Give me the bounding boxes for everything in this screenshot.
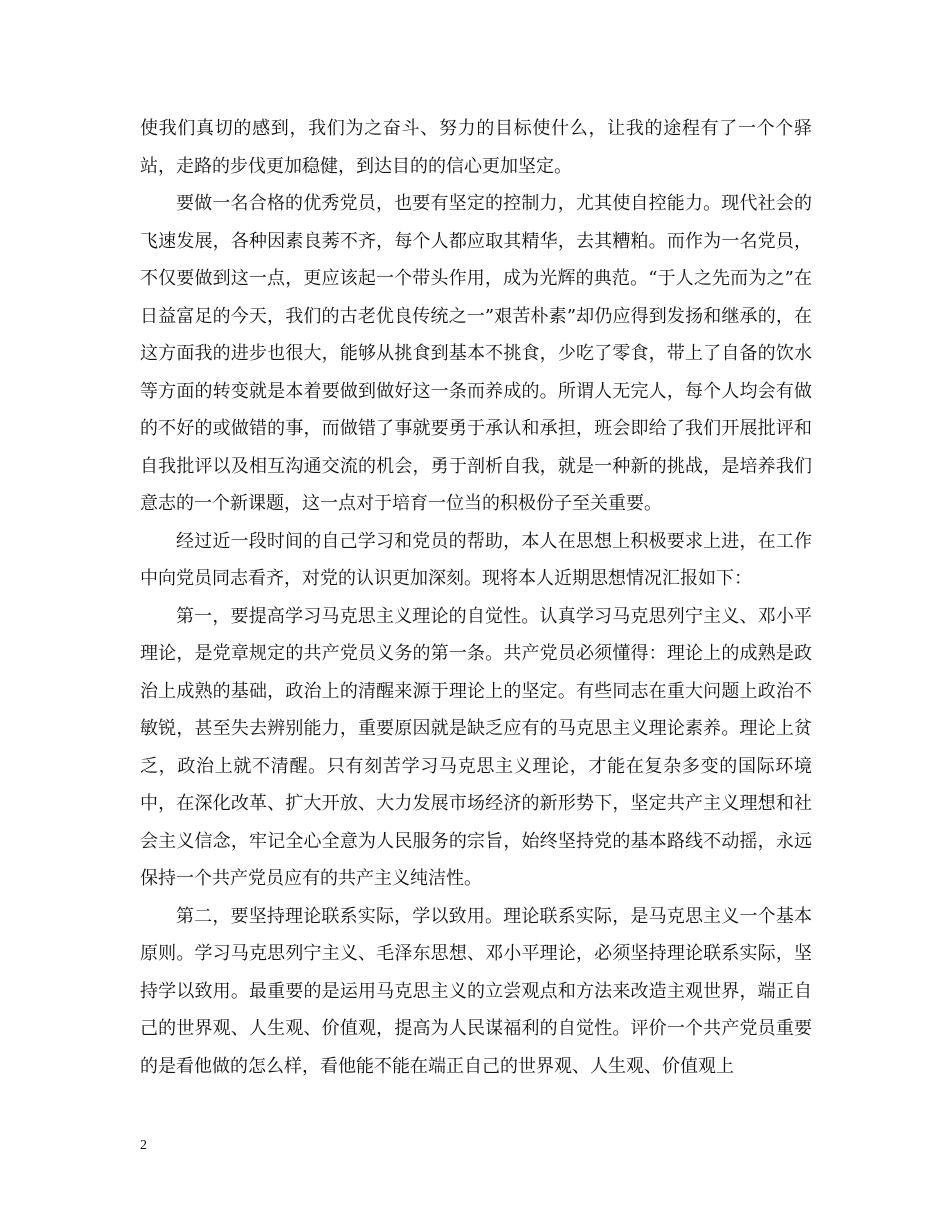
page-number: 2 bbox=[140, 1138, 147, 1153]
paragraph-self-control: 要做一名合格的优秀党员，也要有坚定的控制力，尤其使自控能力。现代社会的飞速发展，各种因素良莠不齐，每个人都应取其精华，去其糟粕。而作为一名党员，不仅要做到这一点，更应该起一个带头作用，成为光辉的典范。“于人之先而为之”在日益富足的今天，我们的古老优良传统之一”艰苦朴素”却仍应得到发扬和继承的，在这方面我的进步也很大，能够从挑食到基本不挑食，少吃了零食，带上了自备的饮水等方面的转变就是本着要做到做好这一条而养成的。所谓人无完人，每个人均会有做的不好的或做错的事，而做错了事就要勇于承认和承担，班会即给了我们开展批评和自我批评以及相互沟通交流的机会，勇于剖析自我，就是一种新的挑战，是培养我们意志的一个新课题，这一点对于培育一位当的积极份子至关重要。 bbox=[140, 193, 812, 514]
paragraph-point-two: 第二，要坚持理论联系实际，学以致用。理论联系实际，是马克思主义一个基本原则。学习马克思列宁主义、毛泽东思想、邓小平理论，必须坚持理论联系实际，坚持学以致用。最重要的是运用马克思主义的立尝观点和方法来改造主观世界，端正自己的世界观、人生观、价值观，提高为人民谋福利的自觉性。评价一个共产党员重要的是看他做的怎么样，看他能不能在端正自己的世界观、人生观、价值观上 bbox=[140, 905, 812, 1077]
paragraph-report-intro: 经过近一段时间的自己学习和党员的帮助，本人在思想上积极要求上进，在工作中向党员同志看齐，对党的认识更加深刻。现将本人近期思想情况汇报如下： bbox=[140, 530, 812, 589]
document-body bbox=[140, 110, 812, 1085]
paragraph-continuation: 使我们真切的感到，我们为之奋斗、努力的目标使什么，让我的途程有了一个个驿站，走路的步伐更加稳健，到达目的的信心更加坚定。 bbox=[140, 118, 812, 177]
paragraph-point-one: 第一，要提高学习马克思主义理论的自觉性。认真学习马克思列宁主义、邓小平理论，是党章规定的共产党员义务的第一条。共产党员必须懂得：理论上的成熟是政治上成熟的基础，政治上的清醒来源于理论上的坚定。有些同志在重大问题上政治不敏锐，甚至失去辨别能力，重要原因就是缺乏应有的马克思主义理论素养。理论上贫乏，政治上就不清醒。只有刻苦学习马克思主义理论，才能在复杂多变的国际环境中，在深化改革、扩大开放、大力发展市场经济的新形势下，坚定共产主义理想和社会主义信念，牢记全心全意为人民服务的宗旨，始终坚持党的基本路线不动摇，永远保持一个共产党员应有的共产主义纯洁性。 bbox=[140, 605, 812, 889]
